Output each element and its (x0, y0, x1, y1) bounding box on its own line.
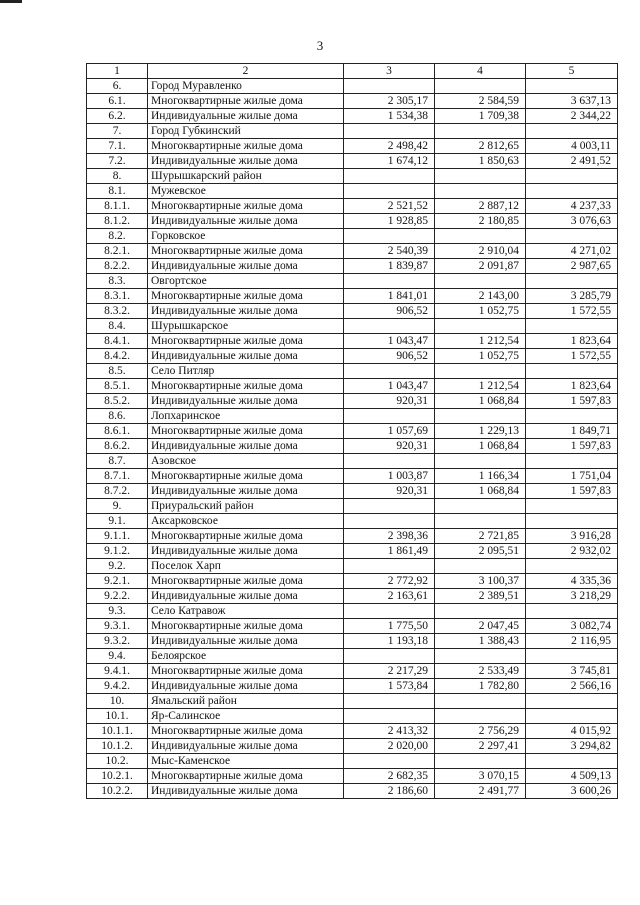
value-col-4: 1 850,63 (435, 154, 526, 169)
row-name: Индивидуальные жилые дома (148, 544, 344, 559)
row-name: Индивидуальные жилые дома (148, 589, 344, 604)
row-number: 10.1.1. (87, 724, 148, 739)
value-col-5 (526, 709, 618, 724)
row-name: Город Губкинский (148, 124, 344, 139)
row-number: 9.2.2. (87, 589, 148, 604)
row-name: Село Питляр (148, 364, 344, 379)
table-row (87, 649, 618, 664)
value-col-3: 1 841,01 (344, 289, 435, 304)
table-row (87, 694, 618, 709)
row-number: 8.6. (87, 409, 148, 424)
value-col-5: 3 285,79 (526, 289, 618, 304)
value-col-4: 1 709,38 (435, 109, 526, 124)
table-row (87, 139, 618, 154)
header-cell: 4 (435, 64, 526, 79)
table-header-row (87, 64, 618, 79)
value-col-4 (435, 184, 526, 199)
header-cell: 3 (344, 64, 435, 79)
table-row (87, 709, 618, 724)
value-col-5: 4 237,33 (526, 199, 618, 214)
header-cell: 2 (148, 64, 344, 79)
row-name: Многоквартирные жилые дома (148, 664, 344, 679)
table-row (87, 469, 618, 484)
row-name: Индивидуальные жилые дома (148, 109, 344, 124)
row-name: Мужевское (148, 184, 344, 199)
row-number: 10. (87, 694, 148, 709)
value-col-3 (344, 169, 435, 184)
value-col-5: 1 823,64 (526, 379, 618, 394)
table-row (87, 259, 618, 274)
row-number: 10.2.1. (87, 769, 148, 784)
row-name: Многоквартирные жилые дома (148, 469, 344, 484)
value-col-3: 1 043,47 (344, 379, 435, 394)
row-name: Село Катравож (148, 604, 344, 619)
row-name: Шурышкарский район (148, 169, 344, 184)
value-col-3 (344, 184, 435, 199)
value-col-4 (435, 124, 526, 139)
value-col-5: 3 637,13 (526, 94, 618, 109)
value-col-5: 1 597,83 (526, 484, 618, 499)
row-name: Многоквартирные жилые дома (148, 769, 344, 784)
row-number: 9.1.1. (87, 529, 148, 544)
row-name: Аксарковское (148, 514, 344, 529)
table-row (87, 784, 618, 799)
table-row (87, 484, 618, 499)
value-col-5 (526, 604, 618, 619)
value-col-3 (344, 709, 435, 724)
value-col-3: 920,31 (344, 484, 435, 499)
page-number: 3 (316, 38, 324, 53)
table-row (87, 634, 618, 649)
value-col-5: 2 932,02 (526, 544, 618, 559)
value-col-3 (344, 604, 435, 619)
value-col-4: 1 782,80 (435, 679, 526, 694)
value-col-4 (435, 229, 526, 244)
value-col-5 (526, 79, 618, 94)
value-col-4: 2 389,51 (435, 589, 526, 604)
row-name: Индивидуальные жилые дома (148, 679, 344, 694)
table-row (87, 244, 618, 259)
value-col-5: 4 335,36 (526, 574, 618, 589)
table-row (87, 94, 618, 109)
value-col-3: 1 861,49 (344, 544, 435, 559)
table-row (87, 379, 618, 394)
row-number: 8.6.1. (87, 424, 148, 439)
tariff-table (86, 63, 618, 799)
value-col-4: 2 887,12 (435, 199, 526, 214)
value-col-4: 2 491,77 (435, 784, 526, 799)
value-col-3: 920,31 (344, 439, 435, 454)
value-col-5: 1 849,71 (526, 424, 618, 439)
table-row (87, 529, 618, 544)
value-col-3: 1 057,69 (344, 424, 435, 439)
value-col-3 (344, 694, 435, 709)
table-row (87, 394, 618, 409)
row-name: Индивидуальные жилые дома (148, 259, 344, 274)
table-row (87, 589, 618, 604)
row-number: 7. (87, 124, 148, 139)
row-number: 10.2.2. (87, 784, 148, 799)
row-name: Многоквартирные жилые дома (148, 529, 344, 544)
row-number: 8.3.2. (87, 304, 148, 319)
row-number: 8.5. (87, 364, 148, 379)
value-col-3 (344, 409, 435, 424)
value-col-5 (526, 694, 618, 709)
value-col-5 (526, 754, 618, 769)
value-col-4: 1 212,54 (435, 334, 526, 349)
value-col-3: 1 193,18 (344, 634, 435, 649)
row-name: Многоквартирные жилые дома (148, 619, 344, 634)
value-col-4 (435, 709, 526, 724)
value-col-4: 1 068,84 (435, 394, 526, 409)
row-number: 8.7.2. (87, 484, 148, 499)
row-name: Индивидуальные жилые дома (148, 214, 344, 229)
row-number: 8.1. (87, 184, 148, 199)
value-col-4 (435, 364, 526, 379)
table-row (87, 124, 618, 139)
value-col-3: 1 674,12 (344, 154, 435, 169)
value-col-3 (344, 79, 435, 94)
value-col-3: 1 839,87 (344, 259, 435, 274)
row-number: 8.4.1. (87, 334, 148, 349)
row-number: 9.1.2. (87, 544, 148, 559)
row-name: Индивидуальные жилые дома (148, 304, 344, 319)
value-col-3: 2 305,17 (344, 94, 435, 109)
row-name: Многоквартирные жилые дома (148, 334, 344, 349)
value-col-4: 2 180,85 (435, 214, 526, 229)
table-row (87, 364, 618, 379)
value-col-4: 1 212,54 (435, 379, 526, 394)
row-number: 6.2. (87, 109, 148, 124)
row-name: Азовское (148, 454, 344, 469)
row-number: 10.1. (87, 709, 148, 724)
row-name: Индивидуальные жилые дома (148, 154, 344, 169)
value-col-5 (526, 319, 618, 334)
value-col-5 (526, 559, 618, 574)
row-number: 8. (87, 169, 148, 184)
value-col-5: 4 509,13 (526, 769, 618, 784)
table-row (87, 154, 618, 169)
value-col-4 (435, 649, 526, 664)
row-name: Многоквартирные жилые дома (148, 199, 344, 214)
table-row (87, 169, 618, 184)
row-number: 8.1.2. (87, 214, 148, 229)
value-col-5 (526, 514, 618, 529)
value-col-4: 1 166,34 (435, 469, 526, 484)
row-name: Индивидуальные жилые дома (148, 394, 344, 409)
table-row (87, 604, 618, 619)
value-col-5: 3 916,28 (526, 529, 618, 544)
row-number: 9.3.2. (87, 634, 148, 649)
row-number: 8.7. (87, 454, 148, 469)
value-col-4: 1 229,13 (435, 424, 526, 439)
value-col-3: 2 772,92 (344, 574, 435, 589)
value-col-5 (526, 229, 618, 244)
value-col-3 (344, 649, 435, 664)
value-col-5 (526, 499, 618, 514)
value-col-3 (344, 364, 435, 379)
row-number: 9.3. (87, 604, 148, 619)
row-number: 8.6.2. (87, 439, 148, 454)
row-number: 8.7.1. (87, 469, 148, 484)
row-name: Шурышкарское (148, 319, 344, 334)
row-name: Индивидуальные жилые дома (148, 439, 344, 454)
row-number: 8.3.1. (87, 289, 148, 304)
value-col-4 (435, 754, 526, 769)
value-col-4 (435, 409, 526, 424)
row-name: Многоквартирные жилые дома (148, 244, 344, 259)
value-col-3 (344, 559, 435, 574)
row-number: 9.2.1. (87, 574, 148, 589)
value-col-4 (435, 694, 526, 709)
value-col-4: 2 584,59 (435, 94, 526, 109)
value-col-4 (435, 79, 526, 94)
row-name: Поселок Харп (148, 559, 344, 574)
row-number: 9.2. (87, 559, 148, 574)
value-col-3 (344, 229, 435, 244)
row-number: 6.1. (87, 94, 148, 109)
row-name: Яр-Салинское (148, 709, 344, 724)
table-row (87, 349, 618, 364)
value-col-5: 2 566,16 (526, 679, 618, 694)
value-col-5 (526, 169, 618, 184)
table-row (87, 214, 618, 229)
value-col-5: 2 116,95 (526, 634, 618, 649)
table-row (87, 454, 618, 469)
value-col-3: 2 682,35 (344, 769, 435, 784)
value-col-3: 1 003,87 (344, 469, 435, 484)
row-name: Мыс-Каменское (148, 754, 344, 769)
row-name: Приуральский район (148, 499, 344, 514)
value-col-3: 1 534,38 (344, 109, 435, 124)
value-col-4: 1 052,75 (435, 349, 526, 364)
table-row (87, 574, 618, 589)
value-col-3 (344, 319, 435, 334)
table-row (87, 199, 618, 214)
value-col-5: 2 987,65 (526, 259, 618, 274)
value-col-5: 4 015,92 (526, 724, 618, 739)
table-row (87, 289, 618, 304)
value-col-4: 2 047,45 (435, 619, 526, 634)
value-col-5: 1 572,55 (526, 349, 618, 364)
table-row (87, 79, 618, 94)
value-col-5: 3 082,74 (526, 619, 618, 634)
value-col-5: 4 003,11 (526, 139, 618, 154)
row-number: 8.1.1. (87, 199, 148, 214)
value-col-5 (526, 454, 618, 469)
row-number: 8.2. (87, 229, 148, 244)
value-col-5 (526, 409, 618, 424)
row-number: 8.3. (87, 274, 148, 289)
value-col-5 (526, 274, 618, 289)
table-row (87, 769, 618, 784)
table-body (87, 64, 618, 799)
row-name: Индивидуальные жилые дома (148, 739, 344, 754)
value-col-4 (435, 559, 526, 574)
table-row (87, 664, 618, 679)
row-name: Многоквартирные жилые дома (148, 139, 344, 154)
value-col-3: 2 217,29 (344, 664, 435, 679)
row-number: 7.1. (87, 139, 148, 154)
value-col-4: 1 388,43 (435, 634, 526, 649)
row-name: Многоквартирные жилые дома (148, 289, 344, 304)
table-row (87, 229, 618, 244)
value-col-5 (526, 184, 618, 199)
value-col-3 (344, 124, 435, 139)
value-col-4 (435, 319, 526, 334)
value-col-4: 2 091,87 (435, 259, 526, 274)
row-name: Индивидуальные жилые дома (148, 484, 344, 499)
table-row (87, 754, 618, 769)
table-row (87, 739, 618, 754)
value-col-5: 1 597,83 (526, 394, 618, 409)
value-col-4 (435, 274, 526, 289)
row-name: Лопхаринское (148, 409, 344, 424)
row-name: Многоквартирные жилые дома (148, 94, 344, 109)
value-col-5 (526, 649, 618, 664)
value-col-5: 3 076,63 (526, 214, 618, 229)
table-row (87, 499, 618, 514)
value-col-3 (344, 514, 435, 529)
scan-mark (0, 0, 22, 3)
value-col-4 (435, 604, 526, 619)
table-row (87, 559, 618, 574)
row-number: 6. (87, 79, 148, 94)
value-col-5: 1 597,83 (526, 439, 618, 454)
row-number: 8.5.1. (87, 379, 148, 394)
row-number: 8.2.2. (87, 259, 148, 274)
row-name: Город Муравленко (148, 79, 344, 94)
row-number: 9. (87, 499, 148, 514)
value-col-3: 2 398,36 (344, 529, 435, 544)
value-col-3: 2 020,00 (344, 739, 435, 754)
value-col-5: 3 218,29 (526, 589, 618, 604)
value-col-4: 1 052,75 (435, 304, 526, 319)
table-row (87, 109, 618, 124)
value-col-4 (435, 454, 526, 469)
value-col-5: 1 572,55 (526, 304, 618, 319)
value-col-4: 2 756,29 (435, 724, 526, 739)
value-col-3: 1 775,50 (344, 619, 435, 634)
table-row (87, 514, 618, 529)
table-row (87, 409, 618, 424)
header-cell: 1 (87, 64, 148, 79)
value-col-3: 1 573,84 (344, 679, 435, 694)
row-name: Индивидуальные жилые дома (148, 784, 344, 799)
value-col-3: 920,31 (344, 394, 435, 409)
row-number: 8.4.2. (87, 349, 148, 364)
row-name: Многоквартирные жилые дома (148, 379, 344, 394)
table-row (87, 424, 618, 439)
value-col-5: 3 294,82 (526, 739, 618, 754)
value-col-4: 2 812,65 (435, 139, 526, 154)
row-number: 9.4.2. (87, 679, 148, 694)
row-name: Овгортское (148, 274, 344, 289)
value-col-4: 3 100,37 (435, 574, 526, 589)
value-col-4 (435, 514, 526, 529)
value-col-3: 906,52 (344, 304, 435, 319)
value-col-4: 2 721,85 (435, 529, 526, 544)
value-col-3: 2 498,42 (344, 139, 435, 154)
value-col-4: 2 095,51 (435, 544, 526, 559)
row-name: Горковское (148, 229, 344, 244)
value-col-3: 2 521,52 (344, 199, 435, 214)
row-number: 9.4. (87, 649, 148, 664)
table-row (87, 304, 618, 319)
value-col-5: 3 600,26 (526, 784, 618, 799)
value-col-5 (526, 124, 618, 139)
row-number: 8.5.2. (87, 394, 148, 409)
value-col-3 (344, 274, 435, 289)
value-col-4: 2 143,00 (435, 289, 526, 304)
value-col-4: 3 070,15 (435, 769, 526, 784)
row-number: 8.2.1. (87, 244, 148, 259)
table-row (87, 319, 618, 334)
row-name: Белоярское (148, 649, 344, 664)
value-col-3: 2 163,61 (344, 589, 435, 604)
table-row (87, 184, 618, 199)
header-cell: 5 (526, 64, 618, 79)
table-row (87, 274, 618, 289)
row-number: 9.3.1. (87, 619, 148, 634)
row-number: 9.4.1. (87, 664, 148, 679)
value-col-5: 3 745,81 (526, 664, 618, 679)
table-row (87, 334, 618, 349)
row-number: 8.4. (87, 319, 148, 334)
value-col-4: 2 910,04 (435, 244, 526, 259)
value-col-5: 1 823,64 (526, 334, 618, 349)
row-name: Многоквартирные жилые дома (148, 724, 344, 739)
value-col-4: 1 068,84 (435, 439, 526, 454)
value-col-5: 1 751,04 (526, 469, 618, 484)
row-number: 7.2. (87, 154, 148, 169)
row-name: Многоквартирные жилые дома (148, 424, 344, 439)
table-row (87, 439, 618, 454)
value-col-5: 4 271,02 (526, 244, 618, 259)
value-col-5 (526, 364, 618, 379)
value-col-4: 1 068,84 (435, 484, 526, 499)
row-name: Индивидуальные жилые дома (148, 349, 344, 364)
value-col-3: 906,52 (344, 349, 435, 364)
value-col-4: 2 533,49 (435, 664, 526, 679)
row-name: Ямальский район (148, 694, 344, 709)
table-row (87, 679, 618, 694)
value-col-5: 2 344,22 (526, 109, 618, 124)
value-col-3: 2 540,39 (344, 244, 435, 259)
table-row (87, 544, 618, 559)
row-name: Индивидуальные жилые дома (148, 634, 344, 649)
value-col-4 (435, 169, 526, 184)
value-col-3 (344, 454, 435, 469)
table-row (87, 619, 618, 634)
value-col-4: 2 297,41 (435, 739, 526, 754)
value-col-3: 2 186,60 (344, 784, 435, 799)
value-col-4 (435, 499, 526, 514)
value-col-3: 1 928,85 (344, 214, 435, 229)
row-number: 10.2. (87, 754, 148, 769)
row-number: 10.1.2. (87, 739, 148, 754)
value-col-3: 2 413,32 (344, 724, 435, 739)
value-col-5: 2 491,52 (526, 154, 618, 169)
value-col-3 (344, 499, 435, 514)
row-name: Многоквартирные жилые дома (148, 574, 344, 589)
value-col-3: 1 043,47 (344, 334, 435, 349)
row-number: 9.1. (87, 514, 148, 529)
value-col-3 (344, 754, 435, 769)
table-row (87, 724, 618, 739)
